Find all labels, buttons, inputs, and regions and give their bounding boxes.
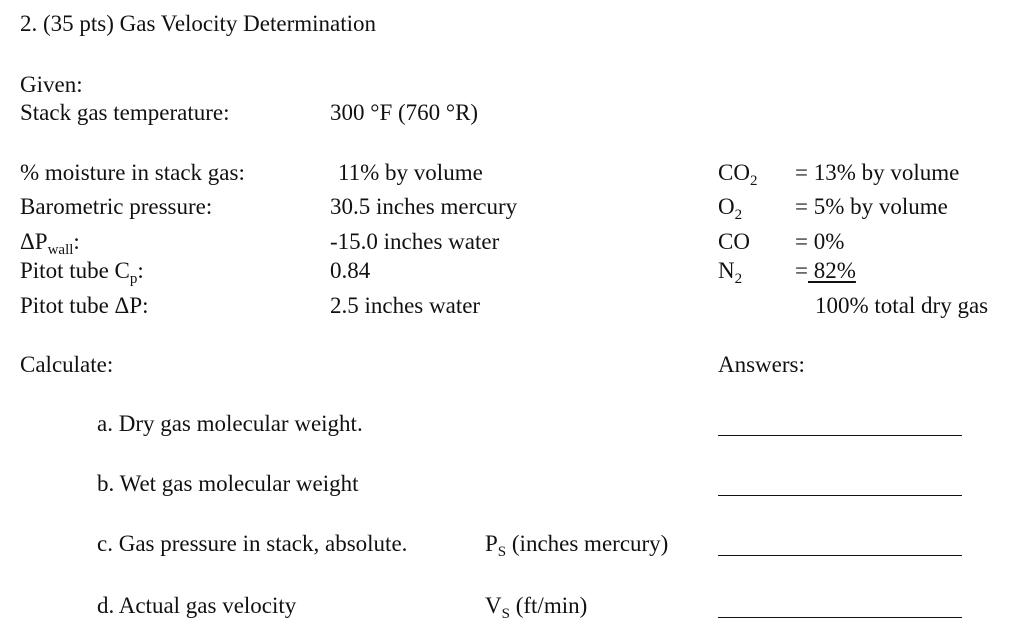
question-a: a. Dry gas molecular weight. <box>97 411 363 436</box>
dp-wall-colon: : <box>73 229 80 254</box>
problem-title: 2. (35 pts) Gas Velocity Determination <box>20 11 377 36</box>
dp-wall-value: -15.0 inches water <box>330 229 500 254</box>
moisture-value: 11% by volume <box>338 160 483 185</box>
co2-label <box>718 160 758 189</box>
n2-equals: = <box>795 258 808 283</box>
total-dry-gas: 100% total dry gas <box>815 293 989 318</box>
ps-base: P <box>485 531 498 556</box>
n2-subscript: 2 <box>734 271 743 287</box>
cp-value: 0.84 <box>330 258 371 283</box>
answer-c-blank[interactable] <box>718 555 962 556</box>
answer-b-blank[interactable] <box>718 495 962 496</box>
temp-label: Stack gas temperature: <box>20 100 230 125</box>
cp-label-subscript: p <box>129 271 138 287</box>
temp-value: 300 °F (760 °R) <box>330 100 479 125</box>
pitot-dp-value: 2.5 inches water <box>330 293 481 318</box>
moisture-label: % moisture in stack gas: <box>20 160 245 185</box>
co-label: CO <box>718 229 750 254</box>
cp-label-colon: : <box>137 258 144 283</box>
calculate-heading: Calculate: <box>20 352 114 377</box>
o2-subscript: 2 <box>734 207 743 223</box>
baro-value: 30.5 inches mercury <box>330 194 518 219</box>
given-heading: Given: <box>20 72 83 97</box>
o2-value: = 5% by volume <box>795 194 948 219</box>
ps-unit: (inches mercury) <box>506 531 669 556</box>
dp-wall-label <box>20 229 80 258</box>
question-b: b. Wet gas molecular weight <box>97 471 359 496</box>
cp-label <box>20 258 144 287</box>
vs-unit: (ft/min) <box>509 593 588 618</box>
answer-a-blank[interactable] <box>718 435 962 436</box>
co2-subscript: 2 <box>749 173 758 189</box>
baro-label: Barometric pressure: <box>20 194 213 219</box>
answer-d-blank[interactable] <box>718 617 962 618</box>
question-d: d. Actual gas velocity <box>97 593 297 618</box>
co-value: = 0% <box>795 229 845 254</box>
ps-subscript: S <box>497 544 507 560</box>
o2-label <box>718 194 743 223</box>
question-d-variable <box>485 593 588 622</box>
pitot-dp-label: Pitot tube ΔP: <box>20 293 149 318</box>
question-c-variable <box>485 531 669 560</box>
co2-base: CO <box>718 160 750 185</box>
answers-heading: Answers: <box>718 352 805 377</box>
n2-value-line <box>795 259 856 282</box>
n2-label <box>718 258 743 287</box>
vs-base: V <box>485 593 502 618</box>
question-c: c. Gas pressure in stack, absolute. <box>97 531 408 556</box>
cp-label-prefix: Pitot tube C <box>20 258 130 283</box>
o2-base: O <box>718 194 735 219</box>
dp-wall-subscript: wall <box>47 242 74 258</box>
n2-base: N <box>718 258 735 283</box>
dp-wall-delta: ΔP <box>20 229 48 254</box>
vs-subscript: S <box>501 606 510 622</box>
co2-value: = 13% by volume <box>795 160 960 185</box>
n2-value: 82% <box>807 258 856 283</box>
